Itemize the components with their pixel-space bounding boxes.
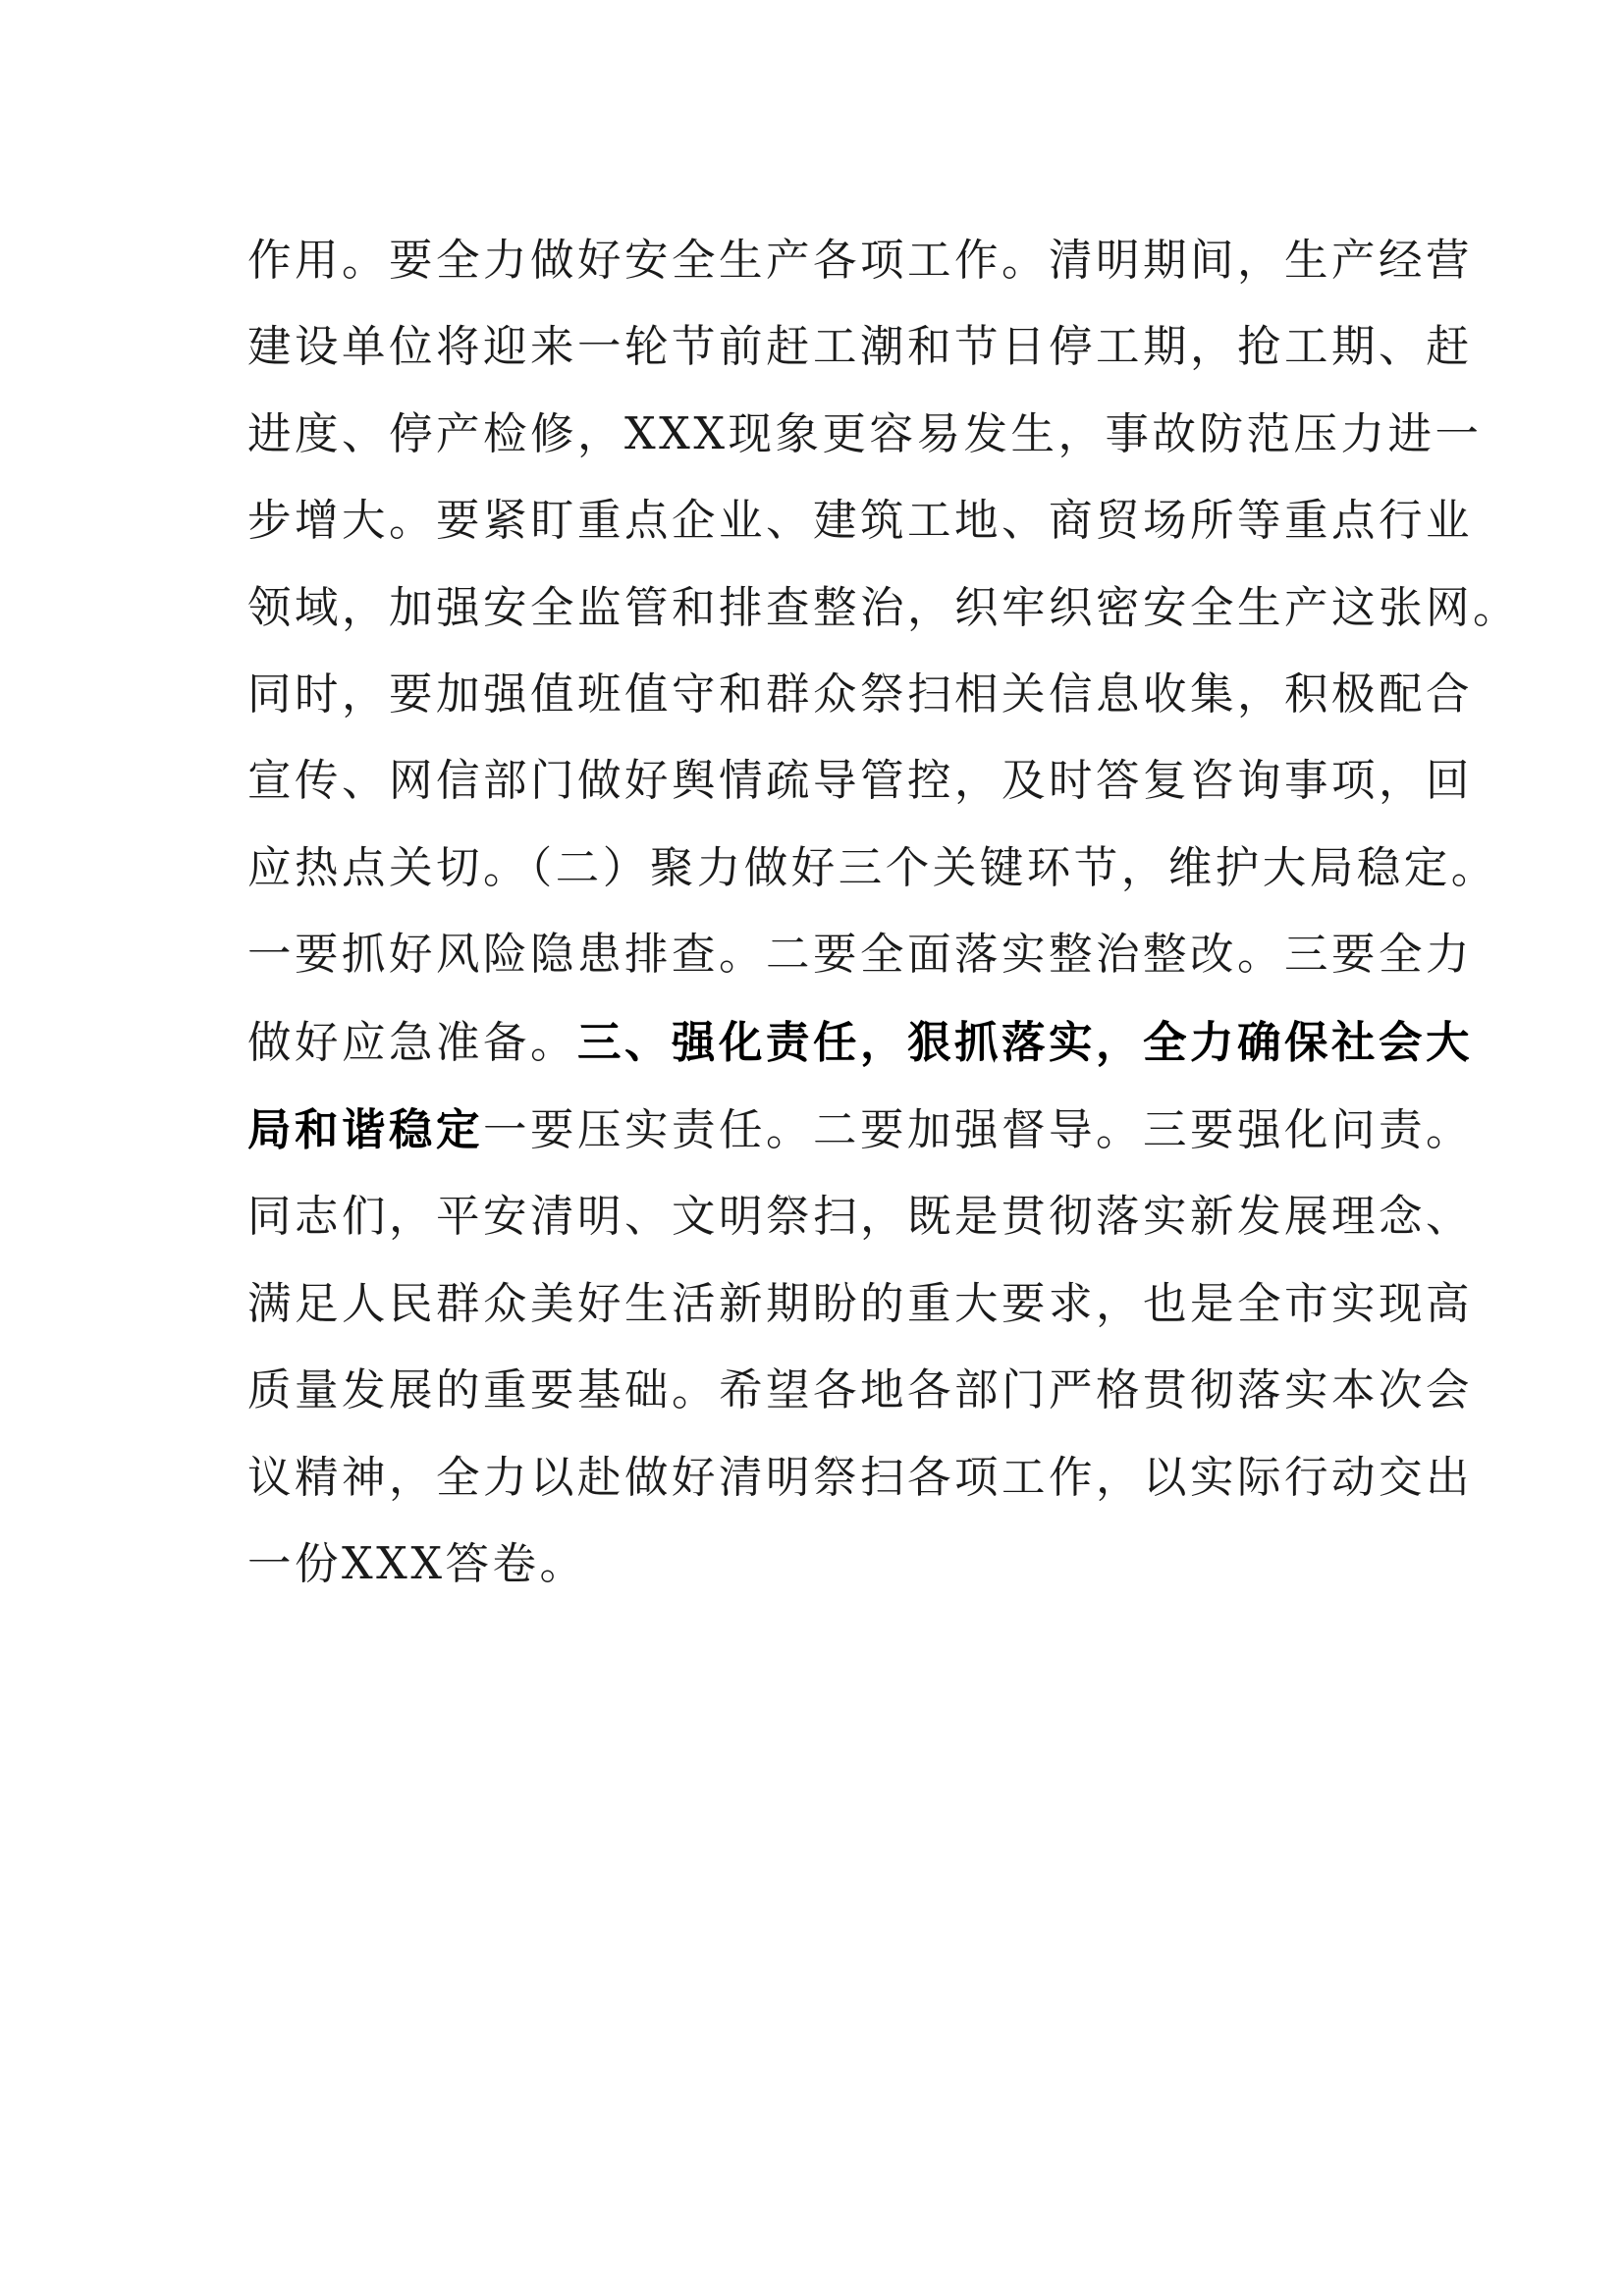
text-line-10-content: 做好应急准备。	[247, 1017, 578, 1068]
text-line-3-content: 进度、停产检修，XXX现象更容易发生，事故防范压力进一	[247, 408, 1483, 459]
text-line-14	[247, 1348, 1474, 1434]
text-line-11	[247, 1087, 1474, 1174]
text-line-1	[247, 218, 1474, 304]
text-line-8	[247, 826, 1498, 912]
text-line-8-content: 应热点关切。（二）聚力做好三个关键环节，维护大局稳定。	[247, 842, 1498, 893]
text-line-9	[247, 912, 1474, 998]
text-line-3	[247, 392, 1483, 478]
text-line-9-content: 一要抓好风险隐患排查。二要全面落实整治整改。三要全力	[247, 930, 1474, 981]
text-line-13	[247, 1261, 1474, 1348]
text-line-16-content: 一份XXX答卷。	[247, 1539, 587, 1590]
section-heading-part-1: 三、强化责任，狠抓落实，全力确保社会大	[577, 1016, 1474, 1068]
body-text	[247, 218, 1521, 1609]
text-line-12	[247, 1174, 1474, 1260]
text-line-16	[247, 1522, 1406, 1608]
text-line-11-content: 一要压实责任。二要加强督导。三要强化问责。	[483, 1105, 1474, 1156]
text-line-6	[247, 652, 1474, 738]
text-line-15-content: 议精神，全力以赴做好清明祭扫各项工作，以实际行动交出	[247, 1452, 1474, 1503]
text-line-6-content: 同时，要加强值班值守和群众祭扫相关信息收集，积极配合	[247, 669, 1474, 721]
text-line-5-content: 领域，加强安全监管和排查整治，织牢织密安全生产这张网。	[247, 582, 1521, 633]
text-line-7-content: 宣传、网信部门做好舆情疏导管控，及时答复咨询事项，回	[247, 756, 1474, 807]
text-line-7	[247, 738, 1474, 825]
text-line-1-content: 作用。要全力做好安全生产各项工作。清明期间，生产经营	[247, 236, 1474, 286]
text-line-12-content: 同志们，平安清明、文明祭扫，既是贯彻落实新发展理念、	[247, 1192, 1474, 1243]
text-line-4-content: 步增大。要紧盯重点企业、建筑工地、商贸场所等重点行业	[247, 496, 1474, 547]
text-line-10	[247, 999, 1474, 1087]
text-line-4	[247, 478, 1474, 564]
text-line-2-content: 建设单位将迎来一轮节前赶工潮和节日停工期，抢工期、赶	[247, 322, 1474, 373]
text-line-13-content: 满足人民群众美好生活新期盼的重大要求，也是全市实现高	[247, 1278, 1474, 1329]
text-line-15	[247, 1435, 1474, 1522]
text-line-5	[247, 565, 1521, 652]
text-line-14-content: 质量发展的重要基础。希望各地各部门严格贯彻落实本次会	[247, 1365, 1474, 1416]
section-heading-part-2: 局和谐稳定	[247, 1104, 484, 1156]
text-line-2	[247, 304, 1474, 391]
